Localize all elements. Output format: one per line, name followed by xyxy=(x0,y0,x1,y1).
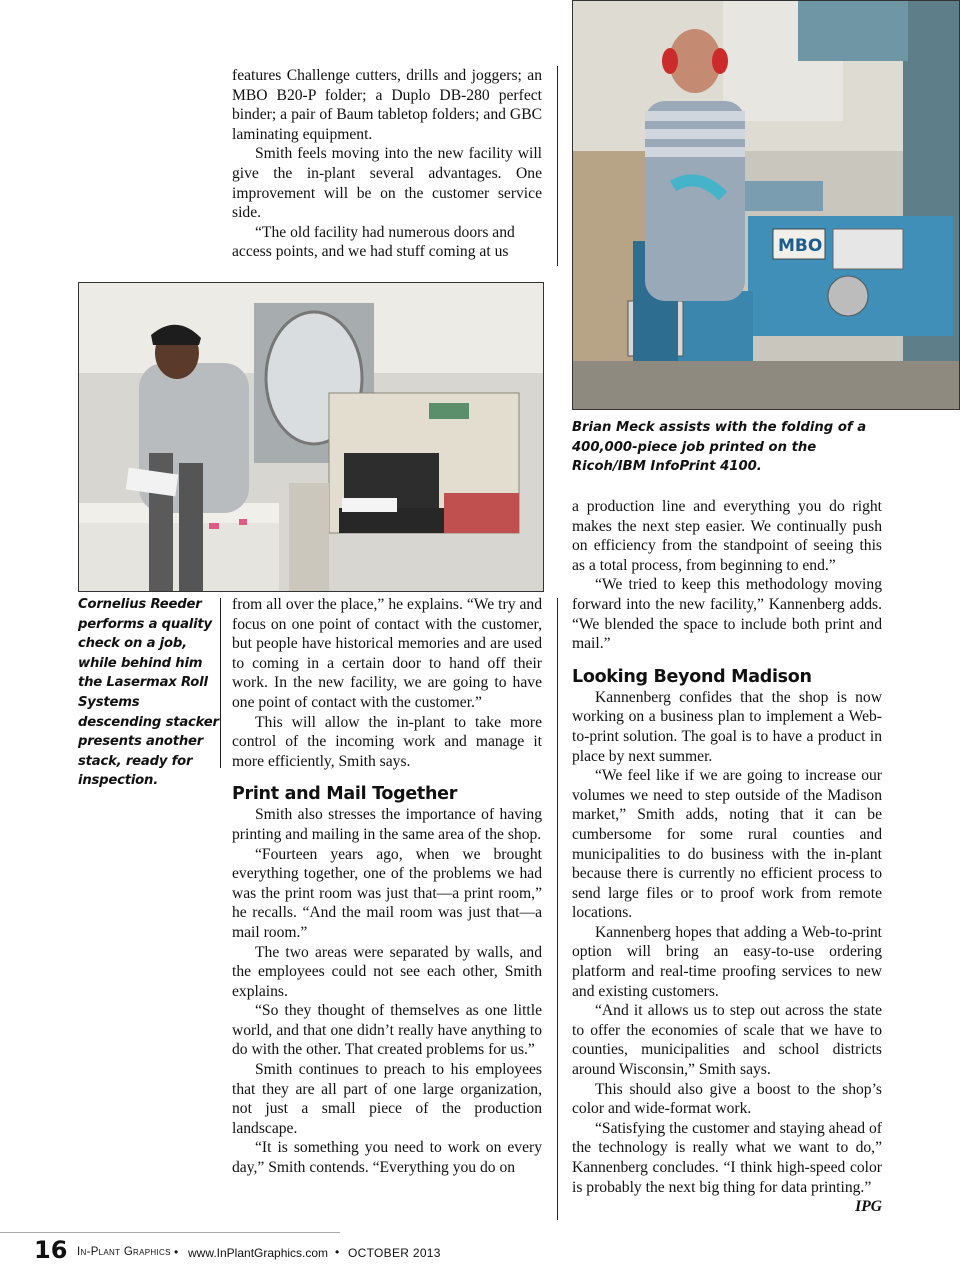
section-heading-print-mail: Print and Mail Together xyxy=(232,784,458,805)
paragraph: “The old facility had numerous doors and access points, and we had stuff coming at us xyxy=(232,223,515,261)
paragraph: Smith feels moving into the new facility will give the in-plant several advantages. One improvement will be on the customer service side. xyxy=(232,145,542,222)
photo-folder-machine xyxy=(572,0,960,410)
paragraph: The two areas were separated by walls, and the employees could not see each other, Smith explains. xyxy=(232,943,542,1000)
issue-date: OCTOBER 2013 xyxy=(348,1246,441,1260)
caption-left-photo: Cornelius Reeder performs a quality check on a job, while behind him the Lasermax Roll Systems descending stacker presents another stack, ready for inspection. xyxy=(78,597,219,789)
paragraph: “It is something you need to work on every day,” Smith contends. “Everything you do on xyxy=(232,1139,542,1177)
section-heading-beyond-madison: Looking Beyond Madison xyxy=(572,666,812,687)
footer-bullet: • xyxy=(335,1245,340,1259)
machine-label: MBO xyxy=(778,236,823,256)
paragraph: “We feel like if we are going to increase our volumes we need to step outside of the Madison market,” Smith adds, noting that it can be cumbersome for some rural counties and municipalities to do business with the in-plant because there is currently no efficient process to send large files or to proof work from remote locations. xyxy=(572,767,882,922)
middle-text-column xyxy=(232,595,542,1178)
paragraph-text: “Satisfying the customer and staying ahead of the technology is really what we want to do,” Kannenberg concludes. “I think high-speed color is probably the next big thing for data printing.” xyxy=(572,1119,882,1196)
paragraph: This should also give a boost to the shop’s color and wide-format work. xyxy=(572,1080,882,1118)
right-text-column xyxy=(572,497,882,1217)
paragraph: “So they thought of themselves as one little world, and that one didn’t really have anything to do with the other. That created problems for us.” xyxy=(232,1002,542,1059)
paragraph: features Challenge cutters, drills and joggers; an MBO B20-P folder; a Duplo DB-280 perfect binder; a pair of Baum tabletop folders; and GBC laminating equipment. xyxy=(232,67,542,143)
paragraph: Smith continues to preach to his employees that they are all part of one large organization, not just a small piece of the production landscape. xyxy=(232,1061,542,1137)
paragraph: a production line and everything you do right makes the next step easier. We continually push on efficiency from the standpoint of seeing this as a total process, from beginning to end.” xyxy=(572,498,882,574)
paragraph: “We tried to keep this methodology moving forward into the new facility,” Kannenberg adds. “We blended the space to include both print and mail.” xyxy=(572,576,882,653)
footer-bullet: • xyxy=(174,1245,179,1259)
paragraph: Kannenberg confides that the shop is now working on a business plan to implement a Web-to-print solution. The goal is to have a product in place by next summer. xyxy=(572,688,882,765)
paragraph: “Fourteen years ago, when we brought everything together, one of the problems we had was the print room was just that—a print room,” he recalls. “And the mail room was just that—a mail room.” xyxy=(232,845,542,941)
photo-folder-machine-illustration xyxy=(573,1,960,410)
paragraph: Smith also stresses the importance of having printing and mailing in the same area of the shop. xyxy=(232,806,542,843)
paragraph: “And it allows us to step out across the state to offer the economies of scale that we have to counties, municipalities and school districts around Wisconsin,” Smith says. xyxy=(572,1002,882,1079)
website-link[interactable]: www.InPlantGraphics.com xyxy=(188,1246,329,1260)
footer-rule xyxy=(0,1232,340,1233)
photo-quality-check-illustration xyxy=(79,283,544,592)
end-mark: IPG xyxy=(855,1198,882,1216)
column-rule-middle xyxy=(557,598,558,1220)
page-number: 16 xyxy=(34,1236,68,1264)
publication-name: In-Plant Graphics xyxy=(77,1246,171,1258)
column-rule-left xyxy=(220,598,221,768)
column-rule-top xyxy=(557,66,558,266)
top-text-column xyxy=(232,66,542,262)
paragraph-final xyxy=(572,1119,882,1216)
photo-quality-check xyxy=(78,282,544,592)
caption-right-photo: Brian Meck assists with the folding of a 400,000-piece job printed on the Ricoh/IBM InfoPrint 4100. xyxy=(572,420,867,475)
paragraph: This will allow the in-plant to take more control of the incoming work and manage it more efficiently, Smith says. xyxy=(232,713,542,770)
paragraph: from all over the place,” he explains. “We try and focus on one point of contact with the customer, but people have historical memories and are used to coming in a certain door to hand off their work. In the new facility, we are going to have one point of contact with the customer.” xyxy=(232,596,542,711)
paragraph: Kannenberg hopes that adding a Web-to-print option will bring an easy-to-use ordering platform and real-time proofing services to new and existing customers. xyxy=(572,923,882,1000)
